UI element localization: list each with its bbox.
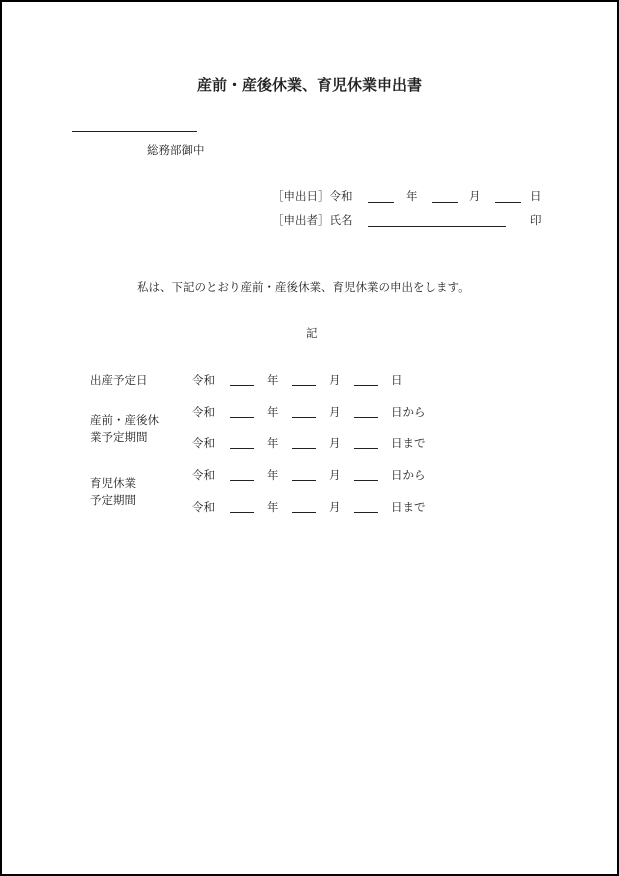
statement-text: 私は、下記のとおり産前・産後休業、育児休業の申出をします。 [137, 280, 470, 294]
row-label-birth-due-date: 出産予定日 [90, 373, 148, 387]
year-unit: 年 [267, 468, 279, 482]
day-blank[interactable] [354, 512, 378, 513]
month-blank[interactable] [292, 480, 316, 481]
document-title: 産前・産後休業、育児休業申出書 [196, 76, 422, 94]
era-label: 令和 [192, 468, 215, 482]
note-heading: 記 [306, 326, 318, 340]
month-blank[interactable] [292, 417, 316, 418]
era-label: 令和 [192, 405, 215, 419]
filing-date-label: ［申出日］令和 [272, 189, 353, 203]
era-label: 令和 [192, 436, 215, 450]
month-unit: 月 [329, 373, 341, 387]
from-unit: 日から [391, 468, 426, 482]
month-unit: 月 [329, 405, 341, 419]
day-unit: 日 [391, 373, 403, 387]
year-blank[interactable] [230, 417, 254, 418]
filing-month-blank[interactable] [432, 202, 458, 203]
until-unit: 日まで [391, 500, 426, 514]
month-blank[interactable] [292, 512, 316, 513]
year-blank[interactable] [230, 448, 254, 449]
recipient-label: 総務部御中 [147, 143, 205, 157]
row-label-maternity-leave-1: 産前・産後休 [90, 413, 159, 427]
row-label-maternity-leave-2: 業予定期間 [90, 430, 148, 444]
filing-year-unit: 年 [406, 189, 418, 203]
year-unit: 年 [267, 373, 279, 387]
applicant-name-blank[interactable] [368, 226, 506, 227]
day-blank[interactable] [354, 448, 378, 449]
year-blank[interactable] [230, 480, 254, 481]
year-unit: 年 [267, 405, 279, 419]
month-blank[interactable] [292, 448, 316, 449]
filing-day-unit: 日 [530, 189, 542, 203]
day-blank[interactable] [354, 417, 378, 418]
filing-day-blank[interactable] [495, 202, 521, 203]
year-unit: 年 [267, 500, 279, 514]
recipient-blank-line[interactable] [72, 131, 197, 132]
row-label-childcare-leave-2: 予定期間 [90, 493, 136, 507]
month-unit: 月 [329, 500, 341, 514]
applicant-label: ［申出者］氏名 [272, 213, 353, 227]
year-blank[interactable] [230, 385, 254, 386]
era-label: 令和 [192, 500, 215, 514]
day-blank[interactable] [354, 385, 378, 386]
row-label-childcare-leave-1: 育児休業 [90, 476, 136, 490]
from-unit: 日から [391, 405, 426, 419]
seal-mark: 印 [530, 213, 542, 227]
filing-year-blank[interactable] [368, 202, 394, 203]
month-blank[interactable] [292, 385, 316, 386]
era-label: 令和 [192, 373, 215, 387]
month-unit: 月 [329, 468, 341, 482]
year-unit: 年 [267, 436, 279, 450]
filing-month-unit: 月 [469, 189, 481, 203]
until-unit: 日まで [391, 436, 426, 450]
year-blank[interactable] [230, 512, 254, 513]
day-blank[interactable] [354, 480, 378, 481]
month-unit: 月 [329, 436, 341, 450]
